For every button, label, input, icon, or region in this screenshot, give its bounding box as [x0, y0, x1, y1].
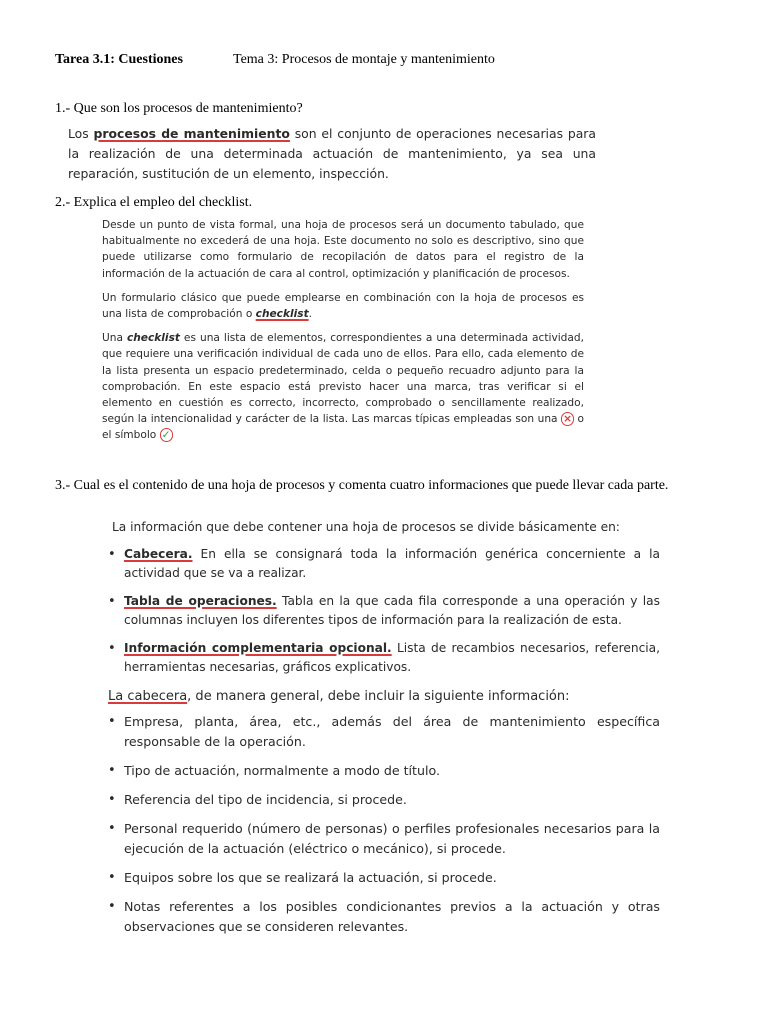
- section-text: Lista de recambios necesarios, referencia, herramientas necesarias, gráficos explicativos.: [124, 641, 660, 674]
- section-title: Tabla de operaciones.: [124, 594, 277, 608]
- assignment-title: Tarea 3.1: Cuestiones: [55, 52, 183, 67]
- list-item-text: Tipo de actuación, normalmente a modo de título.: [124, 763, 440, 778]
- list-item: [108, 712, 660, 752]
- list-item: [108, 897, 660, 937]
- answer-2-paragraph-2: [102, 290, 584, 322]
- checklist-term: checklist: [255, 308, 309, 321]
- bullet-icon: •: [108, 821, 116, 836]
- answer-1-paragraph: [68, 124, 596, 184]
- answer-3: [108, 518, 660, 947]
- list-item-text: Referencia del tipo de incidencia, si procede.: [124, 792, 407, 807]
- answer-1-text-a: Los: [68, 126, 94, 141]
- answer-2: [102, 217, 584, 452]
- answer-2-p2-text: Un formulario clásico que puede emplearse en combinación con la hoja de procesos es una lista de comprobación o: [102, 291, 584, 321]
- check-mark-icon: ✓: [161, 429, 171, 442]
- list-item: [108, 868, 660, 888]
- section-text: Tabla en la que cada fila corresponde a una operación y las columnas incluyen los diferentes tipos de información para la realización de esta.: [124, 594, 661, 627]
- bullet-icon: •: [108, 594, 116, 609]
- checklist-term-2: checklist: [126, 332, 180, 345]
- bullet-icon: •: [108, 870, 116, 885]
- subheading-text: , de manera general, debe incluir la siguiente información:: [187, 689, 570, 704]
- answer-3-intro: La información que debe contener una hoja de procesos se divide básicamente en:: [112, 520, 620, 534]
- list-item-text: Personal requerido (número de personas) o perfiles profesionales necesarios para la ejecución de la actuación (eléctrico o mecánico), si procede.: [124, 821, 660, 856]
- list-item: [108, 761, 660, 781]
- list-item: [108, 790, 660, 810]
- cabecera-term: La cabecera: [108, 689, 188, 704]
- section-title: Información complementaria opcional.: [124, 641, 392, 655]
- question-2: 2.- Explica el empleo del checklist.: [55, 195, 253, 210]
- header-fields-list: [108, 712, 660, 937]
- sections-list: [108, 545, 660, 677]
- question-3: 3.- Cual es el contenido de una hoja de procesos y comenta cuatro informaciones que puede llevar cada parte.: [55, 478, 669, 493]
- list-item: [108, 819, 660, 859]
- answer-2-paragraph-3: [102, 330, 584, 443]
- section-text: En ella se consignará toda la información genérica concerniente a la actividad que se va a realizar.: [124, 547, 660, 580]
- header-subheading: [108, 687, 660, 706]
- list-item: [108, 639, 660, 677]
- bullet-icon: •: [108, 547, 116, 562]
- list-item: [108, 545, 660, 583]
- list-item-text: Empresa, planta, área, etc., además del área de mantenimiento específica responsable de la operación.: [124, 714, 660, 749]
- answer-2-p3-or: o el símbolo: [102, 413, 584, 442]
- answer-2-p2-end: .: [308, 308, 313, 321]
- section-title: Cabecera.: [124, 547, 193, 561]
- answer-2-paragraph-1: Desde un punto de vista formal, una hoja de procesos será un documento tabulado, que habitualmente no excederá de una hoja. Este documento no solo es descriptivo, sino que puede utilizarse como formulario de recopilación de datos para el registro de la información de la actuación de cara al control, optimización y planificación de procesos.: [102, 219, 584, 280]
- question-1: 1.- Que son los procesos de mantenimiento?: [55, 101, 303, 116]
- answer-2-p3-body: es una lista de elementos, correspondientes a una determinada actividad, que requiere una verificación individual de cada uno de ellos. Para ello, cada elemento de la lista presenta un espacio predeterminado, celda o pequeño recuadro adjunto para la comprobación. En este espacio está previsto hacer una marca, tras verificar si el elemento en cuestión es correcto, incorrecto, comprobado o sencillamente realizado, según la intencionalidad y carácter de la lista. Las marcas típicas empleadas son una: [102, 332, 584, 426]
- page-header: [55, 52, 495, 68]
- bullet-icon: •: [108, 792, 116, 807]
- answer-1-bold-term: procesos de mantenimiento: [93, 126, 290, 141]
- list-item-text: Equipos sobre los que se realizará la actuación, si procede.: [124, 870, 497, 885]
- list-item: [108, 592, 660, 630]
- answer-2-p3-start: Una: [102, 332, 127, 345]
- bullet-icon: •: [108, 899, 116, 914]
- bullet-icon: •: [108, 641, 116, 656]
- cross-mark-icon: ×: [563, 413, 572, 426]
- bullet-icon: •: [108, 714, 116, 729]
- bullet-icon: •: [108, 763, 116, 778]
- answer-1: [68, 124, 596, 184]
- list-item-text: Notas referentes a los posibles condicionantes previos a la actuación y otras observaciones que se consideren relevantes.: [124, 899, 660, 934]
- topic-title: Tema 3: Procesos de montaje y mantenimiento: [233, 52, 495, 67]
- answer-1-text-b: son el conjunto de operaciones necesarias para la realización de una determinada actuación de mantenimiento, ya sea una reparación, sustitución de un elemento, inspección.: [68, 126, 596, 181]
